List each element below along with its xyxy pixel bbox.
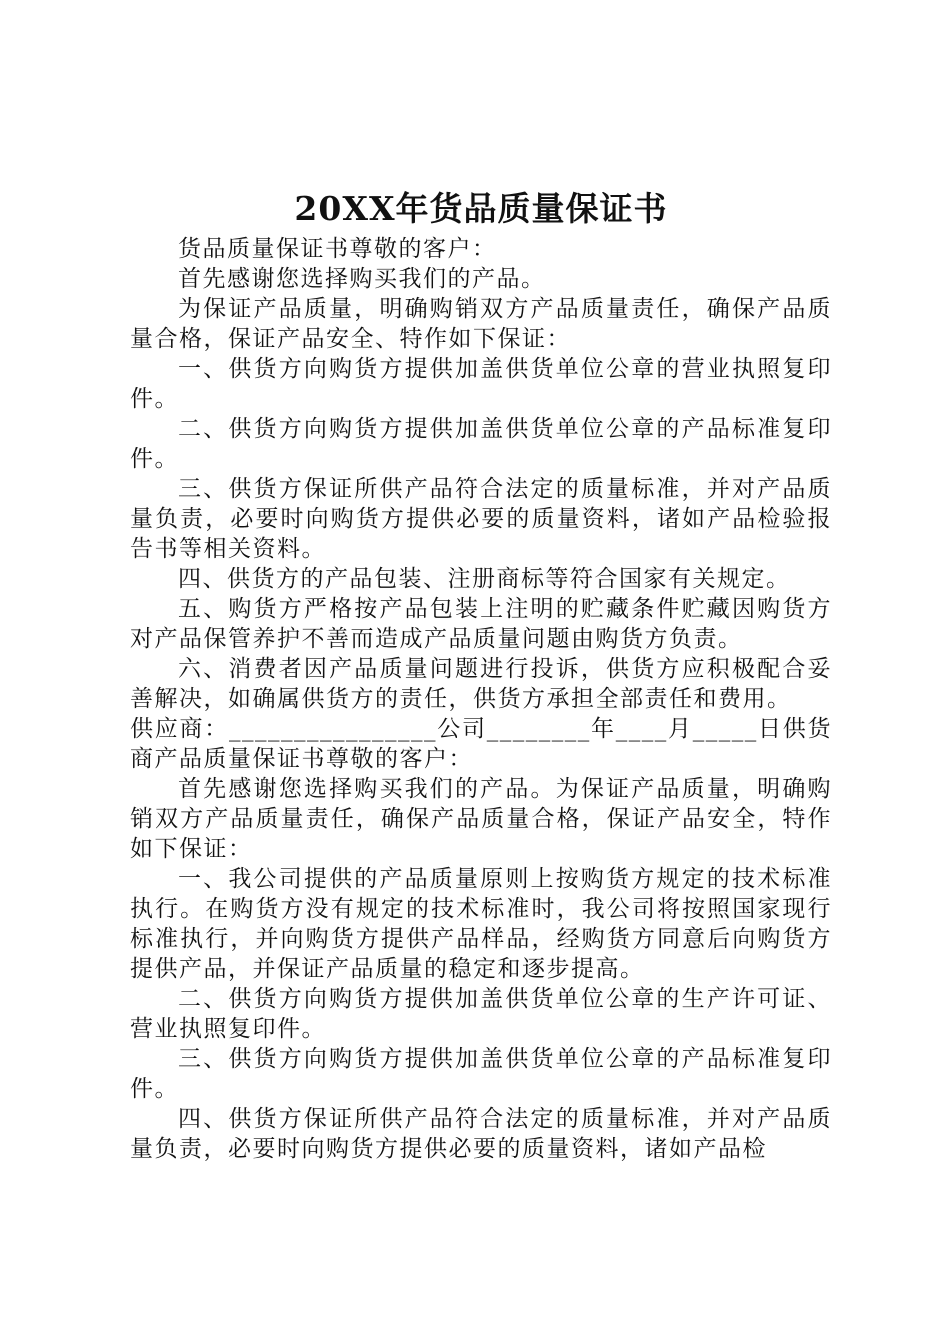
paragraph-item-1: 一、供货方向购货方提供加盖供货单位公章的营业执照复印件。 xyxy=(130,356,832,412)
paragraph-item-2-1: 一、我公司提供的产品质量原则上按购货方规定的技术标准执行。在购货方没有规定的技术标准时，我公司将按照国家现行标准执行，并向购货方提供产品样品，经购货方同意后向购货方提供产品，并保证产品质量的稳定和逐步提高。 xyxy=(130,866,832,982)
paragraph-purpose: 为保证产品质量，明确购销双方产品质量责任，确保产品质量合格，保证产品安全、特作如下保证： xyxy=(130,296,832,352)
document-body xyxy=(130,184,832,1164)
paragraph-item-2: 二、供货方向购货方提供加盖供货单位公章的产品标准复印件。 xyxy=(130,416,832,472)
paragraph-thanks-2: 首先感谢您选择购买我们的产品。为保证产品质量，明确购销双方产品质量责任，确保产品质量合格，保证产品安全，特作如下保证： xyxy=(130,776,832,862)
paragraph-item-2-3: 三、供货方向购货方提供加盖供货单位公章的产品标准复印件。 xyxy=(130,1046,832,1102)
paragraph-salutation: 货品质量保证书尊敬的客户： xyxy=(178,236,497,262)
paragraph-item-2-4: 四、供货方保证所供产品符合法定的质量标准，并对产品质量负责，必要时向购货方提供必要的质量资料，诸如产品检 xyxy=(130,1106,832,1162)
document-title: 20XX年货品质量保证书 xyxy=(294,189,668,228)
paragraph-supplier-line: 供应商：________________公司________年____月_____日供货商产品质量保证书尊敬的客户： xyxy=(130,716,832,772)
paragraph-item-4: 四、供货方的产品包装、注册商标等符合国家有关规定。 xyxy=(178,566,791,592)
paragraph-item-3: 三、供货方保证所供产品符合法定的质量标准，并对产品质量负责，必要时向购货方提供必要的质量资料，诸如产品检验报告书等相关资料。 xyxy=(130,476,832,562)
paragraph-item-6: 六、消费者因产品质量问题进行投诉，供货方应积极配合妥善解决，如确属供货方的责任，供货方承担全部责任和费用。 xyxy=(130,656,832,712)
paragraph-item-2-2: 二、供货方向购货方提供加盖供货单位公章的生产许可证、营业执照复印件。 xyxy=(130,986,832,1042)
paragraph-item-5: 五、购货方严格按产品包装上注明的贮藏条件贮藏因购货方对产品保管养护不善而造成产品质量问题由购货方负责。 xyxy=(130,596,832,652)
paragraph-thanks: 首先感谢您选择购买我们的产品。 xyxy=(178,266,546,292)
